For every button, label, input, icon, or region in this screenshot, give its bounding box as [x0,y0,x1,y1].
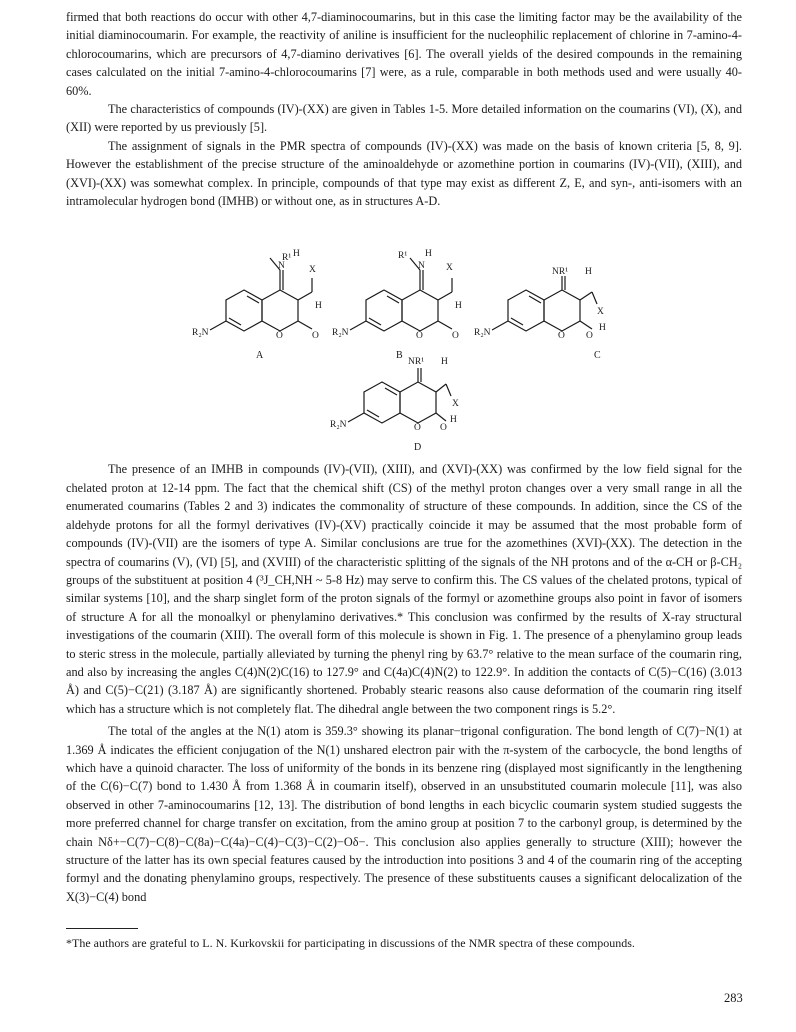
paragraph-5: The total of the angles at the N(1) atom is 359.3° showing its planar−trigonal configuration. The bond length of C(7)−N(1) at 1.369 Å indicates the efficient conjugation of the N(1) unshared electron pair with the π-system of the carbocycle, the bond lengths of which have a quinoid character. The loss of uniformity of the bonds in its benzene ring (displayed most significantly in the lengthening of the C(6)−C(7) bond to 1.430 Å from 1.368 Å in coumarin itself), observed in an unsubstituted coumarin molecule [11], was also observed in other 7-aminocoumarins [12, 13]. The distribution of bond lengths in each bicyclic coumarin system studied suggests the more preferred channel for charge transfer on excitation, from the amino group at position 7 to the carbonyl group, is determined by the chain Nδ+−C(7)−C(8)−C(8a)−C(4a)−C(4)−C(3)−C(2)−Oδ−. This conclusion also applies generally to structure (XIII); however the structure of the latter has its own special features caused by the introduction into positions 3 and 4 of the coumarin ring of the accepting formyl and the donating phenylamino groups, respectively. The presence of these substituents causes a significant delocalization of the X(3)−C(4) bond [66,724,742,904]
struct-b-x: X [446,263,453,274]
struct-c-r2n: R₂N [474,328,491,339]
struct-b-label: B [396,350,403,362]
struct-c-h2: H [599,323,606,334]
structure-c [492,276,597,331]
struct-c-nr1: NR¹ [552,267,569,278]
paragraph-2: The characteristics of compounds (IV)-(XX) are given in Tables 1-5. More detailed information on the coumarins (VI), (X), and (XII) were reported by us previously [5]. [66,102,742,135]
paragraph-4: The presence of an IMHB in compounds (IV)-(VII), (XIII), and (XVI)-(XX) was confirmed by the low field signal for the chelated proton at 12-14 ppm. The fact that the chemical shift (CS) of the methyl proton changes over a very small range in all the enumerated coumarins (Tables 2 and 3) indicates the commonality of structure of these compounds. In addition, since the CS of the aldehyde protons for all the formyl derivatives (IV)-(XV) practically coincide it may be assumed that the most probable form of compounds (IV)-(VII) are the isomers of type A. Similar conclusions are true for the azomethines (XVI)-(XX). The detection in the spectra of coumarins (V), (VI) [5], and (XVIII) of the characteristic splitting of the signals of the NH protons and of the α-CH or β-CH₂ groups of the substituent at position 4 (³J_CH,NH ~ 5-8 Hz) may serve to confirm this. The CS values of the chelated protons, typical of similar systems [10], and the sharp singlet form of the proton signals of the formyl or azomethine groups also point in favor of isomers of structure A for all the monoalkyl or phenylamino derivatives.* This conclusion was confirmed by the results of X-ray structural investigations of the coumarin (XIII). The overall form of this molecule is shown in Fig. 1. The presence of a phenylamino group leads to steric stress in the molecule, partially alleviated by turning the phenyl ring by 63.7° relative to the mean surface of the coumarin ring, and also by increasing the angles C(4)N(2)C(16) to 127.9° and C(4a)C(4)N(2) to 122.9°. In addition the contacts of C(5)−C(16) (3.013 Å) and C(5)−C(21) (3.187 Å) are significantly shortened. Probably stearic reasons also cause deformation of the coumarin ring itself which has a structure which is not completely flat. The dihedral angle between the two component rings is 5.2°. [66,462,742,716]
struct-d-nr1: NR¹ [408,357,425,368]
struct-a-r1: R¹ [282,253,292,264]
struct-a-r2n: R₂N [192,328,209,339]
paragraph-1: firmed that both reactions do occur with other 4,7-diaminocoumarins, but in this case the limiting factor may be the availability of the initial diaminocoumarin. For example, the reactivity of aniline is insufficient for the nucleophilic replacement of chlorine in 7-amino-4-chlorocoumarins, which are precursors of 4,7-diamino derivatives [6]. The overall yields of the desired compounds in the remaining cases calculated on the initial 7-amino-4-chlorocoumarins [7] were, as a rule, comparable in both methods used and were usually 40-60%. [66,10,742,98]
struct-a-n: N [278,261,285,272]
page-number: 283 [724,991,743,1005]
struct-c-o-carbonyl: O [586,331,593,342]
struct-b-r1: R¹ [398,251,408,262]
struct-b-o-ring: O [416,331,423,342]
struct-d-label: D [414,442,422,454]
struct-a-o-ring: O [276,331,283,342]
struct-b-r2n: R₂N [332,328,349,339]
struct-c-label: C [594,350,601,362]
struct-c-x: X [597,307,604,318]
struct-b-n: N [418,261,425,272]
footnote: *The authors are grateful to L. N. Kurkovskii for participating in discussions of the NMR spectra of these compounds. [66,936,635,951]
struct-a-o-carbonyl: O [312,331,319,342]
struct-d-o-carbonyl: O [440,423,447,434]
article-body [66,8,742,951]
struct-d-h2: H [450,415,457,426]
struct-d-x: X [452,399,459,410]
struct-d-r2n: R₂N [330,420,347,431]
structure-b [350,258,452,331]
struct-d-h1: H [441,357,448,368]
struct-b-h2: H [455,301,462,312]
paragraph-3: The assignment of signals in the PMR spectra of compounds (IV)-(XX) was made on the basis of known criteria [5, 8, 9]. However the establishment of the precise structure of the aminoaldehyde or azomethine portion in coumarins (IV)-(VII), (XIII), and (XVI)-(XX) was somewhat complex. In principle, compounds of that type may exist as different Z, E, and syn-, anti-isomers with an intramolecular hydrogen bond (IMHB) or without one, as in structures A-D. [66,138,742,209]
struct-a-h2: H [315,301,322,312]
struct-a-x: X [309,265,316,276]
struct-c-h1: H [585,267,592,278]
footnote-divider [66,928,138,929]
structure-a [210,258,312,331]
struct-b-o-carbonyl: O [452,331,459,342]
struct-d-o-ring: O [414,423,421,434]
struct-b-h1: H [425,249,432,260]
chemical-structures-figure [66,218,742,458]
struct-a-label: A [256,350,264,362]
structure-d [348,368,451,423]
struct-c-o-ring: O [558,331,565,342]
struct-a-h1: H [293,249,300,260]
